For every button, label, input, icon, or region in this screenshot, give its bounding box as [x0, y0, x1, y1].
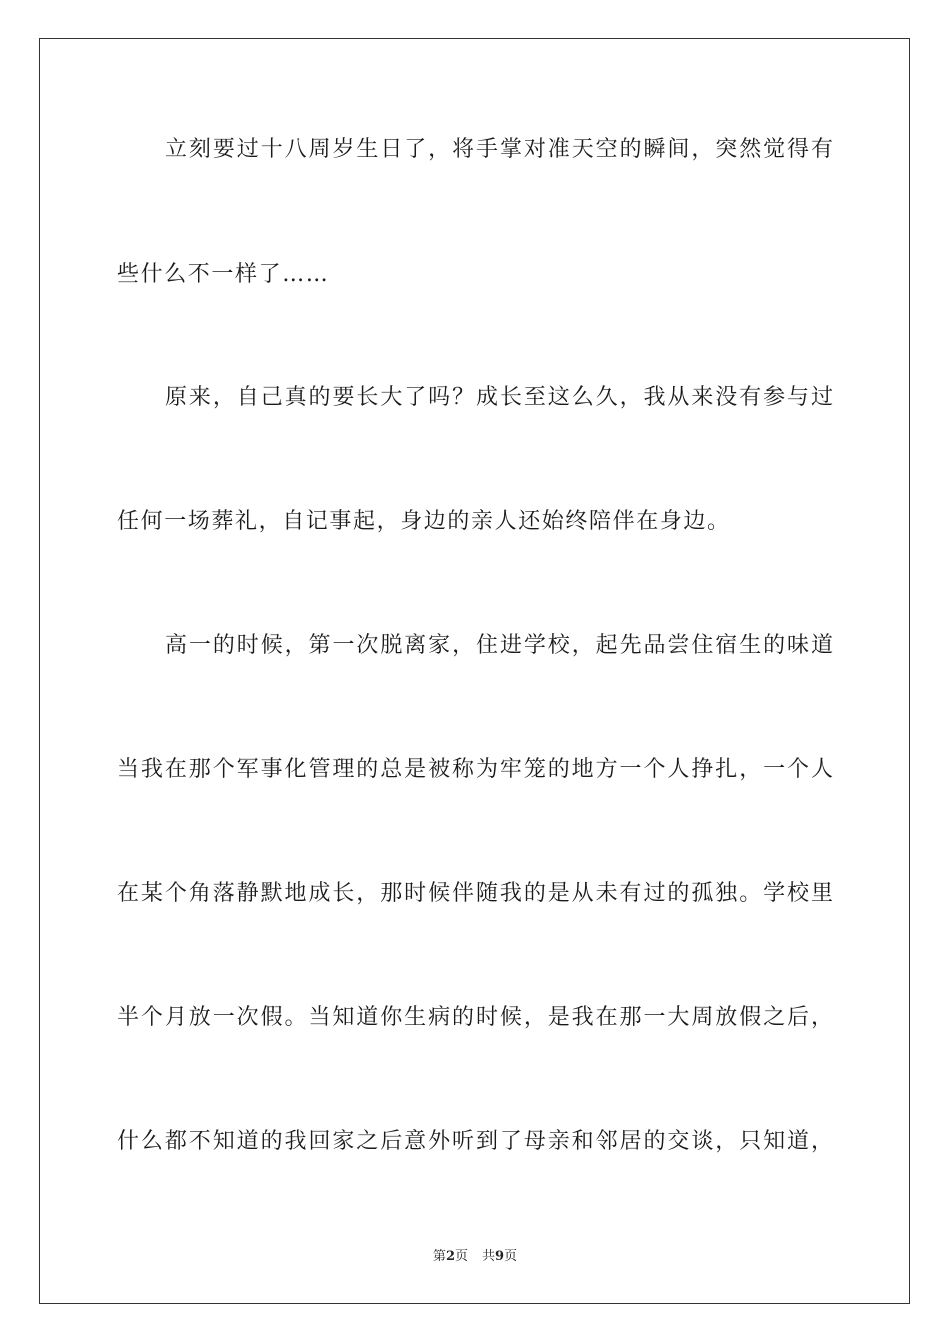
total-pages: 9: [495, 1249, 505, 1264]
paragraph-3-line-1: 高一的时候，第一次脱离家，住进学校，起先品尝住宿生的味道: [165, 633, 833, 658]
page-footer: [0, 1249, 950, 1265]
paragraph-3-line-2: 当我在那个军事化管理的总是被称为牢笼的地方一个人挣扎，一个人: [117, 757, 833, 782]
page-prefix: 第: [432, 1249, 446, 1264]
paragraph-1-line-1: 立刻要过十八周岁生日了，将手掌对准天空的瞬间，突然觉得有: [165, 137, 833, 162]
paragraph-2-line-1: 原来，自己真的要长大了吗？成长至这么久，我从来没有参与过: [165, 385, 833, 410]
page-border: [39, 38, 910, 1304]
page-total: [482, 1249, 517, 1265]
paragraph-2-line-2: 任何一场葬礼，自记事起，身边的亲人还始终陪伴在身边。: [117, 509, 731, 534]
current-page: 2: [445, 1249, 455, 1264]
paragraph-3-line-5: 什么都不知道的我回家之后意外听到了母亲和邻居的交谈，只知道，: [117, 1129, 833, 1154]
page-suffix: 页: [454, 1249, 468, 1264]
paragraph-3-line-3: 在某个角落静默地成长，那时候伴随我的是从未有过的孤独。学校里: [117, 881, 833, 906]
total-prefix: 共: [482, 1249, 496, 1264]
paragraph-1-line-2: 些什么不一样了……: [117, 262, 330, 287]
paragraph-3-line-4: 半个月放一次假。当知道你生病的时候，是我在那一大周放假之后，: [117, 1005, 833, 1030]
page-number: [433, 1249, 468, 1265]
total-suffix: 页: [504, 1249, 518, 1264]
